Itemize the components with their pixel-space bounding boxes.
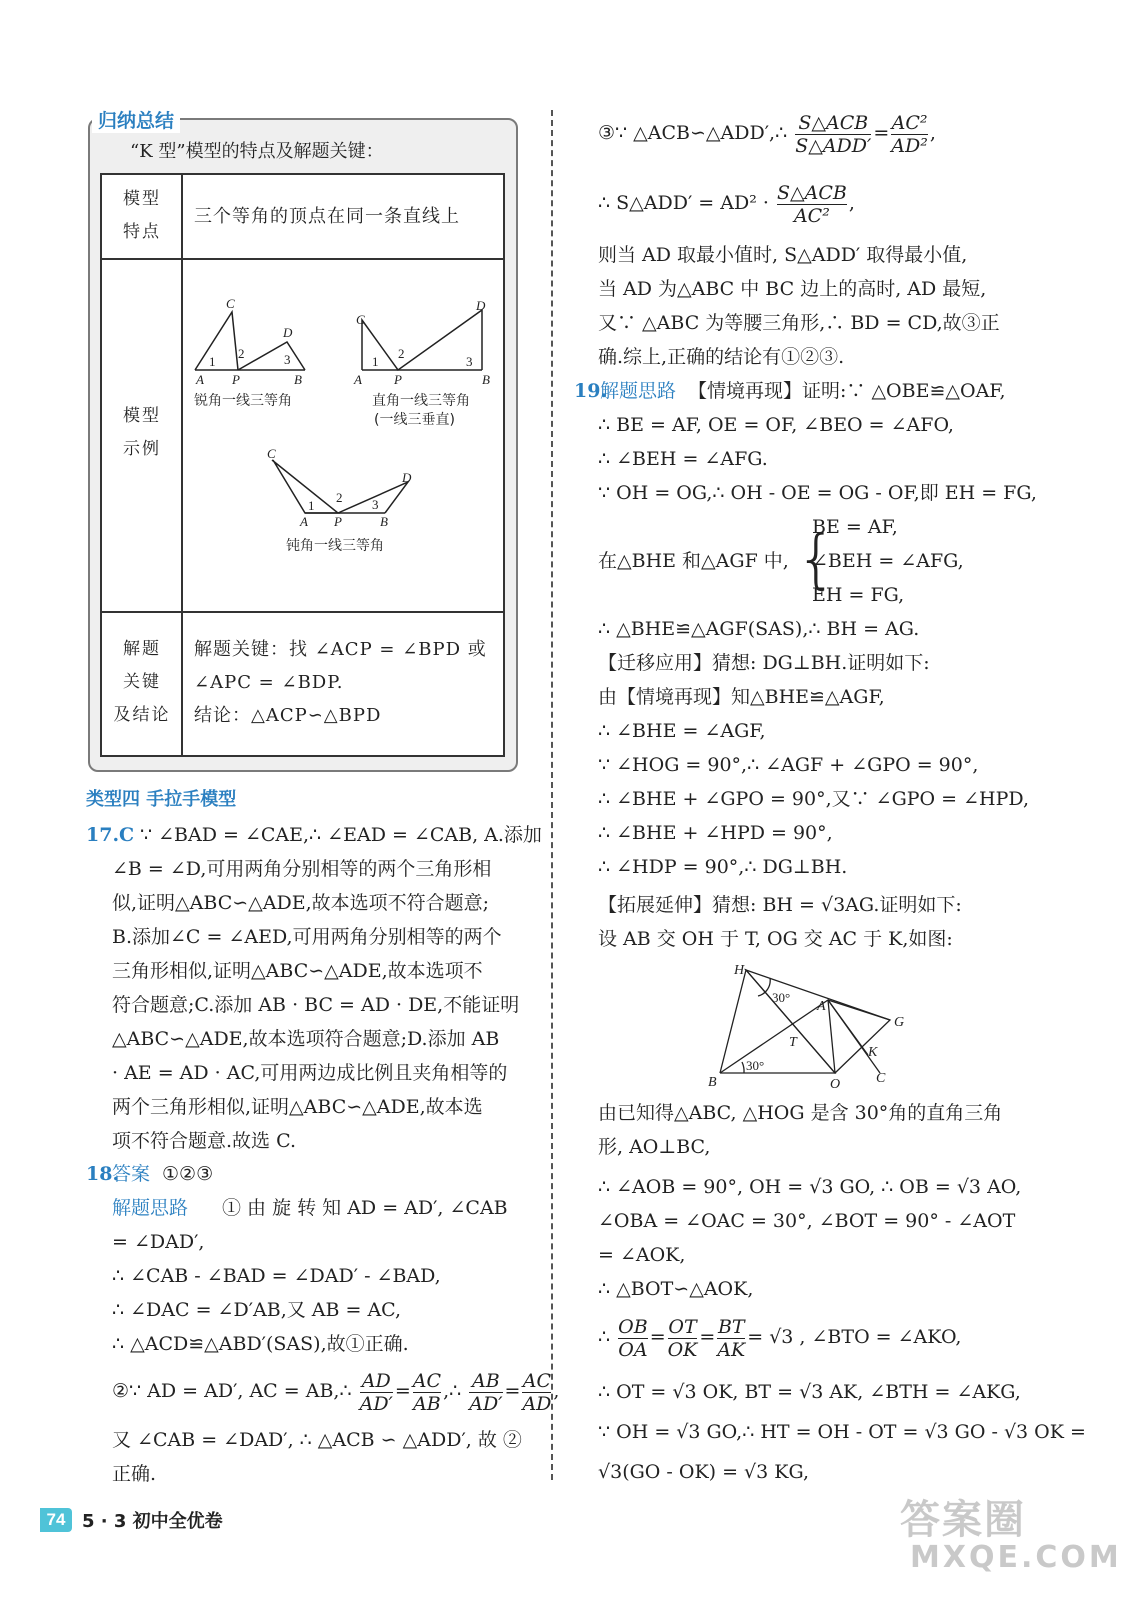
summary-intro: “K 型”模型的特点及解题关键：: [130, 141, 384, 162]
r-line: = ∠AOK,: [598, 1244, 686, 1266]
fig3-angle-3: 3: [372, 497, 379, 512]
fig2-label-a: A: [354, 372, 362, 387]
fig1-label-c: C: [226, 296, 235, 311]
row3-label: 解题 关键 及结论: [113, 639, 171, 725]
ratio-line: ∴ $\frac{OB}{OA}$ = $\frac{OT}{OK}$ = $\frac{BT}{AK}$ = √3 , ∠BTO = ∠AKO,: [598, 1315, 962, 1361]
r-line: ∴ △BOT∽△AOK,: [598, 1278, 754, 1300]
r-line: ∴ ∠BHE + ∠GPO = 90°,又∵ ∠GPO = ∠HPD,: [598, 788, 1029, 810]
system-brace: {: [796, 523, 837, 597]
fig-label-h: H: [734, 963, 745, 978]
q18-number: 18.: [86, 1163, 120, 1185]
q17-line: 似,证明△ABC∽△ADE,故本选项不符合题意;: [112, 892, 490, 914]
book-title: 5 · 3 初中全优卷: [82, 1511, 223, 1532]
fig1-angle-2: 2: [238, 346, 245, 361]
r-part3b: ∴ S△ADD′ = AD² · $\frac{\text{S△ACB}}{\text{AC²}}$ ,: [598, 181, 855, 227]
r-line: 设 AB 交 OH 于 T, OG 交 AC 于 K,如图:: [598, 928, 953, 950]
r-line: ∴ OT = √3 OK, BT = √3 AK, ∠BTH = ∠AKG,: [598, 1381, 1021, 1403]
fig2-label-d: D: [476, 298, 486, 313]
r-line: 则当 AD 取最小值时, S△ADD′ 取得最小值,: [598, 244, 968, 266]
q19-number: 19.: [574, 380, 608, 402]
q17-line: △ABC∽△ADE,故本选项符合题意;D.添加 AB: [112, 1028, 500, 1050]
fig1-label-p: P: [232, 372, 240, 387]
q18-answer-label: 答案: [112, 1163, 151, 1185]
system-prefix: 在△BHE 和△AGF 中,: [598, 550, 789, 572]
r-line: ∴ ∠BHE = ∠AGF,: [598, 720, 766, 742]
fig3-label-p: P: [334, 514, 342, 529]
fig-angle-30-top: 30°: [772, 990, 791, 1005]
fig1-angle-1: 1: [209, 354, 216, 369]
q18-line: 又 ∠CAB = ∠DAD′, ∴ △ACB ∽ △ADD′, 故 ②: [112, 1429, 522, 1451]
fig1-label-d: D: [283, 325, 293, 340]
r-line: √3(GO - OK) = √3 KG,: [598, 1461, 810, 1483]
q18-line: 正确.: [112, 1463, 157, 1485]
r-line: 确.综上,正确的结论有①②③.: [598, 346, 845, 368]
fig2-angle-3: 3: [466, 354, 473, 369]
r-line: ∵ ∠HOG = 90°,∴ ∠AGF + ∠GPO = 90°,: [598, 754, 979, 776]
r-line: ∴ ∠BEH = ∠AFG.: [598, 448, 768, 470]
q18-line: ∴ ∠CAB - ∠BAD = ∠DAD′ - ∠BAD,: [112, 1265, 441, 1287]
system-line: EH = FG,: [812, 584, 905, 606]
fig-label-g: G: [894, 1015, 905, 1030]
fig3-label-d: D: [402, 470, 412, 485]
row2-label: 模型 示例: [123, 406, 161, 459]
row3-text: 解题关键：找 ∠ACP = ∠BPD 或 ∠APC = ∠BDP. 结论：△ACP∽△BPD: [194, 639, 487, 726]
r-line: 又∵ △ABC 为等腰三角形,∴ BD = CD,故③正: [598, 312, 1000, 334]
fig2-caption: 直角一线三等角: [372, 393, 470, 409]
q17-line: 三角形相似,证明△ABC∽△ADE,故本选项不: [112, 960, 483, 982]
q18-line: ∴ △ACD≌△ABD′(SAS),故①正确.: [112, 1333, 409, 1355]
fig2-angle-2: 2: [398, 346, 405, 361]
r-line: ∴ ∠HDP = 90°,∴ DG⊥BH.: [598, 856, 848, 878]
system-line: ∠BEH = ∠AFG,: [812, 550, 964, 572]
q17-line: 符合题意;C.添加 AB · BC = AD · DE,不能证明: [112, 994, 520, 1016]
fig1-caption: 锐角一线三等角: [194, 393, 292, 409]
q18-line: = ∠DAD′,: [112, 1231, 205, 1253]
fig3-caption: 钝角一线三等角: [286, 538, 384, 554]
fig2-label-b: B: [482, 372, 490, 387]
r-line: ∵ OH = √3 GO,∴ HT = OH - OT = √3 GO - √3 OK =: [598, 1421, 1086, 1443]
fig3-angle-2: 2: [336, 490, 343, 505]
row1-label: 模型 特点: [123, 189, 161, 242]
r-line: ∴ ∠AOB = 90°, OH = √3 GO, ∴ OB = √3 AO,: [598, 1176, 1022, 1198]
fig2-label-c: C: [356, 312, 365, 327]
r-line: ∵ OH = OG,∴ OH - OE = OG - OF,即 EH = FG,: [598, 482, 1037, 504]
fig-label-t: T: [789, 1035, 797, 1050]
row1-text: 三个等角的顶点在同一条直线上: [194, 206, 460, 227]
q18-part2: ②∵ AD = AD′, AC = AB,∴ $\frac{AD}{AD'}$ = $\frac{AC}{AB}$ ,∴ $\frac{AB}{AD'}$ = $\frac{AC}{AD}$ ,: [112, 1369, 560, 1415]
fig-label-c: C: [876, 1071, 886, 1086]
r-line: 由已知得△ABC, △HOG 是含 30°角的直角三角: [598, 1102, 1003, 1124]
r-line: 当 AD 为△ABC 中 BC 边上的高时, AD 最短,: [598, 278, 987, 300]
q17-line: ∠B = ∠D,可用两角分别相等的两个三角形相: [112, 858, 492, 880]
r-line: 由【情境再现】知△BHE≌△AGF,: [598, 686, 885, 708]
q18-line: ∴ ∠DAC = ∠D′AB,又 AB = AC,: [112, 1299, 402, 1321]
r-line: 【拓展延伸】猜想: BH = √3AG.证明如下:: [598, 894, 962, 916]
fig1-label-b: B: [294, 372, 302, 387]
fig-label-o: O: [830, 1077, 841, 1092]
fig3-angle-1: 1: [308, 498, 315, 513]
r-line: ∴ △BHE≌△AGF(SAS),∴ BH = AG.: [598, 618, 920, 640]
fig2-angle-1: 1: [372, 354, 379, 369]
fig1-angle-3: 3: [284, 352, 291, 367]
q17-line: · AE = AD · AC,可用两边成比例且夹角相等的: [112, 1062, 508, 1084]
q17-line: 两个三角形相似,证明△ABC∽△ADE,故本选: [112, 1096, 483, 1118]
fig-label-a: A: [817, 999, 826, 1014]
r-line: 【迁移应用】猜想: DG⊥BH.证明如下:: [598, 652, 930, 674]
r-part3: ③∵ △ACB∽△ADD′,∴ $\frac{\text{S△ACB}}{\text{S△ADD′}}$ = $\frac{\text{AC²}}{\text{AD²}}$ ,: [598, 111, 936, 157]
watermark-logo: 答案圈: [900, 1497, 1026, 1543]
fig2-caption2: (一线三垂直): [374, 412, 455, 428]
q17-line: 项不符合题意.故选 C.: [112, 1130, 296, 1152]
fig1-label-a: A: [196, 372, 204, 387]
r-line: ∴ ∠BHE + ∠HPD = 90°,: [598, 822, 833, 844]
k-model-figures: [180, 290, 500, 570]
fig3-label-a: A: [300, 514, 308, 529]
fig-label-k: K: [868, 1045, 878, 1060]
type-heading: 类型四 手拉手模型: [86, 789, 237, 810]
q17-number: 17.C: [86, 824, 135, 846]
fig-label-b: B: [708, 1075, 717, 1090]
q17-line: B.添加∠C = ∠AED,可用两角分别相等的两个: [112, 926, 502, 948]
q18-think-label: 解题思路: [112, 1197, 189, 1219]
r-line: 【情境再现】证明:∵ △OBE≌△OAF,: [688, 380, 1006, 402]
fig2-label-p: P: [394, 372, 402, 387]
page-number: 74: [40, 1508, 72, 1532]
geometry-figure: [700, 958, 920, 1092]
q18-line: ① 由 旋 转 知 AD = AD′, ∠CAB: [222, 1197, 508, 1219]
q19-think-label: 解题思路: [600, 380, 677, 402]
fig3-label-b: B: [380, 514, 388, 529]
watermark-url: MXQE.COM: [910, 1540, 1122, 1575]
fig-angle-30-bottom: 30°: [746, 1058, 765, 1073]
r-line: ∠OBA = ∠OAC = 30°, ∠BOT = 90° - ∠AOT: [598, 1210, 1016, 1232]
q17-line: ∵ ∠BAD = ∠CAE,∴ ∠EAD = ∠CAB, A.添加: [140, 824, 542, 846]
column-divider: [551, 110, 553, 1480]
q18-answer: ①②③: [162, 1163, 214, 1185]
system-line: BE = AF,: [812, 516, 898, 538]
fig3-label-c: C: [267, 446, 276, 461]
r-line: 形, AO⊥BC,: [598, 1136, 711, 1158]
summary-title: 归纳总结: [92, 106, 180, 133]
r-line: ∴ BE = AF, OE = OF, ∠BEO = ∠AFO,: [598, 414, 954, 436]
